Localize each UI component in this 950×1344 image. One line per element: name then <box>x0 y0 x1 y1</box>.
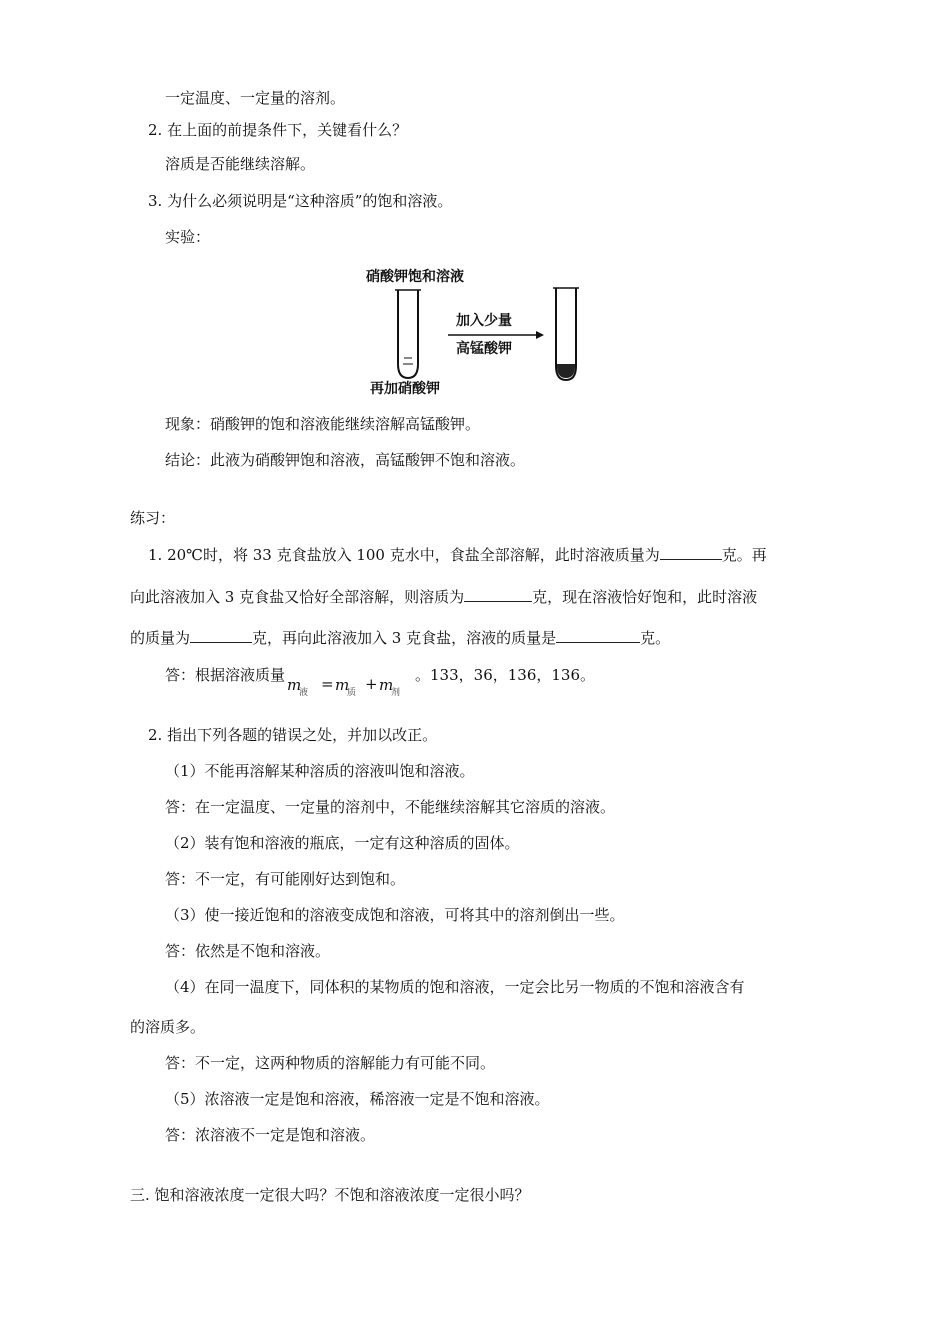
text-line: 一定温度、一定量的溶剂。 <box>165 89 346 107</box>
practice-q2-answer2: 答：不一定，有可能刚好达到饱和。 <box>165 870 406 888</box>
practice-q2-item5: （5）浓溶液一定是饱和溶液，稀溶液一定是不饱和溶液。 <box>165 1090 550 1108</box>
practice-q1-line1 <box>148 545 767 565</box>
answer-2: 溶质是否能继续溶解。 <box>165 155 316 173</box>
formula-sub-liquid: 液 <box>299 688 309 698</box>
answer-blank <box>660 545 722 560</box>
formula-m: m <box>379 676 394 694</box>
formula-m: m <box>287 676 302 694</box>
conclusion: 结论：此液为硝酸钾饱和溶液，高锰酸钾不饱和溶液。 <box>165 451 526 469</box>
figure-label-top: 硝酸钾饱和溶液 <box>366 269 464 285</box>
text-segment: 1. 20℃时，将 33 克食盐放入 100 克水中，食盐全部溶解，此时溶液质量为 <box>148 546 660 564</box>
practice-q1-line2 <box>130 587 757 607</box>
figure-label-bottom: 再加硝酸钾 <box>370 381 440 397</box>
question-3: 3. 为什么必须说明是“这种溶质”的饱和溶液。 <box>148 192 453 210</box>
practice-q2: 2. 指出下列各题的错误之处，并加以改正。 <box>148 726 438 744</box>
mass-formula <box>285 665 415 698</box>
text-segment: 的质量为 <box>130 629 191 647</box>
question-2: 2. 在上面的前提条件下，关键看什么？ <box>148 121 408 139</box>
left-test-tube <box>398 290 418 378</box>
practice-q2-item4: （4）在同一温度下，同体积的某物质的饱和溶液，一定会比另一物质的不饱和溶液含有 <box>165 978 745 996</box>
text-segment: 克。 <box>640 629 671 647</box>
practice-q2-item4-cont: 的溶质多。 <box>130 1018 206 1036</box>
text-segment: 答：根据溶液质量 <box>165 666 286 684</box>
practice-q2-item1: （1）不能再溶解某种溶质的溶液叫饱和溶液。 <box>165 762 475 780</box>
phenomenon: 现象：硝酸钾的饱和溶液能继续溶解高锰酸钾。 <box>165 415 481 433</box>
practice-q2-item3: （3）使一接近饱和的溶液变成饱和溶液，可将其中的溶剂倒出一些。 <box>165 906 625 924</box>
text-segment: 克，再向此溶液加入 3 克食盐，溶液的质量是 <box>252 629 557 647</box>
text-segment: 。133，36，136，136。 <box>415 666 595 684</box>
text-segment: 克。再 <box>721 546 767 564</box>
experiment-label: 实验： <box>165 228 211 246</box>
arrow-label-bottom: 高锰酸钾 <box>456 341 512 357</box>
formula-eq: = <box>321 675 334 693</box>
practice-q2-answer4: 答：不一定，这两种物质的溶解能力有可能不同。 <box>165 1054 496 1072</box>
practice-q1-answer <box>165 665 595 698</box>
practice-q2-item2: （2）装有饱和溶液的瓶底，一定有这种溶质的固体。 <box>165 834 520 852</box>
text-segment: 向此溶液加入 3 克食盐又恰好全部溶解，则溶质为 <box>130 588 465 606</box>
formula-m: m <box>335 676 350 694</box>
practice-q1-line3 <box>130 628 670 648</box>
formula-plus: + <box>365 675 378 693</box>
practice-q2-answer1: 答：在一定温度、一定量的溶剂中，不能继续溶解其它溶质的溶液。 <box>165 798 616 816</box>
practice-q2-answer3: 答：依然是不饱和溶液。 <box>165 942 331 960</box>
section-3-heading: 三. 饱和溶液浓度一定很大吗？不饱和溶液浓度一定很小吗？ <box>130 1186 530 1204</box>
practice-q2-answer5: 答：浓溶液不一定是饱和溶液。 <box>165 1126 376 1144</box>
experiment-figure <box>360 262 600 402</box>
answer-blank <box>556 628 640 643</box>
text-segment: 克，现在溶液恰好饱和，此时溶液 <box>532 588 758 606</box>
answer-blank <box>190 628 252 643</box>
practice-heading: 练习： <box>130 509 176 527</box>
answer-blank <box>464 587 532 602</box>
formula-sub-solvent: 剂 <box>391 688 401 698</box>
arrow-label-top: 加入少量 <box>456 313 512 329</box>
formula-sub-solute: 质 <box>347 688 357 698</box>
